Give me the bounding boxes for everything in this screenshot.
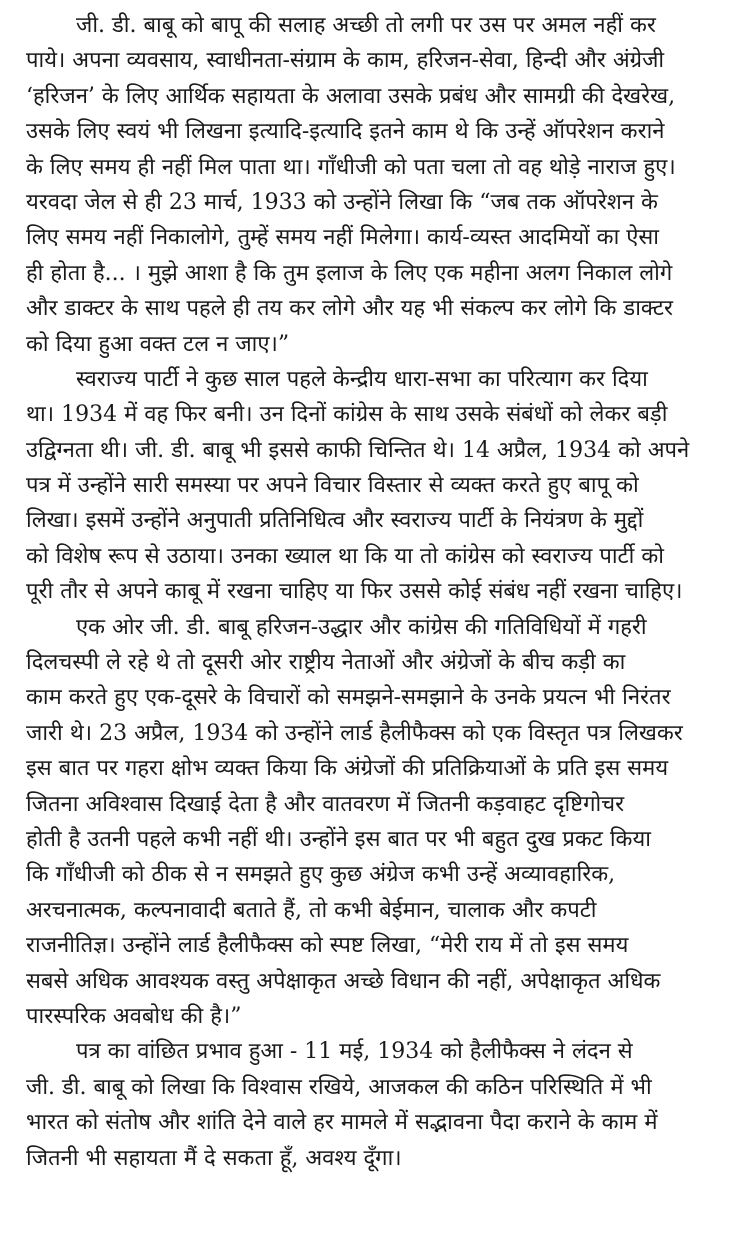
text-line: को विशेष रूप से उठाया। उनका ख्याल था कि या तो कांग्रेस को स्वराज्य पार्टी को: [26, 543, 664, 569]
text-line: जितनी भी सहायता मैं दे सकता हूँ, अवश्य दूँगा।: [26, 1145, 402, 1171]
text-line: कि गाँधीजी को ठीक से न समझते हुए कुछ अंग्रेज कभी उन्हें अव्यावहारिक,: [26, 862, 616, 888]
text-line: उद्विग्नता थी। जी. डी. बाबू भी इससे काफी चिन्तित थे। 14 अप्रैल, 1934 को अपने: [26, 437, 690, 463]
text-line: उसके लिए स्वयं भी लिखना इत्यादि-इत्यादि इतने काम थे कि उन्हें ऑपरेशन कराने: [26, 119, 665, 145]
text-line: के लिए समय ही नहीं मिल पाता था। गाँधीजी को पता चला तो वह थोड़े नाराज हुए।: [26, 154, 676, 180]
text-line: होती है उतनी पहले कभी नहीं थी। उन्होंने इस बात पर भी बहुत दुख प्रकट किया: [26, 826, 651, 852]
text-line: ‘हरिजन’ के लिए आर्थिक सहायता के अलावा उसके प्रबंध और सामग्री की देखरेख,: [26, 83, 676, 109]
text-line: ही होता है... । मुझे आशा है कि तुम इलाज के लिए एक महीना अलग निकाल लोगे: [26, 260, 673, 286]
text-line: काम करते हुए एक-दूसरे के विचारों को समझने-समझाने के उनके प्रयत्न भी निरंतर: [26, 685, 671, 711]
text-line: स्वराज्य पार्टी ने कुछ साल पहले केन्द्रीय धारा-सभा का परित्याग कर दिया: [76, 366, 648, 392]
text-line: सबसे अधिक आवश्यक वस्तु अपेक्षाकृत अच्छे विधान की नहीं, अपेक्षाकृत अधिक: [26, 968, 661, 994]
text-line: था। 1934 में वह फिर बनी। उन दिनों कांग्रेस के साथ उसके संबंधों को लेकर बड़ी: [26, 402, 668, 428]
text-line: यरवदा जेल से ही 23 मार्च, 1933 को उन्होंने लिखा कि “जब तक ऑपरेशन के: [26, 189, 658, 215]
paragraph-1: [26, 8, 734, 362]
text-line: जी. डी. बाबू को बापू की सलाह अच्छी तो लगी पर उस पर अमल नहीं कर: [76, 13, 656, 38]
paragraph-4: [26, 1034, 734, 1176]
text-line: अरचनात्मक, कल्पनावादी बताते हैं, तो कभी बेईमान, चालाक और कपटी: [26, 897, 597, 923]
text-line: भारत को संतोष और शांति देने वाले हर मामले में सद्भावना पैदा कराने के काम में: [26, 1110, 658, 1136]
text-line: जारी थे। 23 अप्रैल, 1934 को उन्होंने लार्ड हैलीफैक्स को एक विस्तृत पत्र लिखकर: [26, 720, 683, 746]
text-line: दिलचस्पी ले रहे थे तो दूसरी ओर राष्ट्रीय नेताओं और अंग्रेजों के बीच कड़ी का: [26, 650, 626, 676]
text-line: पाये। अपना व्यवसाय, स्वाधीनता-संग्राम के काम, हरिजन-सेवा, हिन्दी और अंग्रेजी: [26, 48, 665, 74]
text-line: जितना अविश्वास दिखाई देता है और वातवरण में जितनी कड़वाहट दृष्टिगोचर: [26, 791, 625, 817]
paragraph-3: [26, 610, 734, 1035]
text-line: पूरी तौर से अपने काबू में रखना चाहिए या फिर उससे कोई संबंध नहीं रखना चाहिए।: [26, 579, 683, 605]
text-line: और डाक्टर के साथ पहले ही तय कर लोगे और यह भी संकल्प कर लोगे कि डाक्टर: [26, 296, 673, 322]
text-line: पत्र का वांछित प्रभाव हुआ - 11 मई, 1934 को हैलीफैक्स ने लंदन से: [76, 1039, 633, 1065]
text-line: लिए समय नहीं निकालोगे, तुम्हें समय नहीं मिलेगा। कार्य-व्यस्त आदमियों का ऐसा: [26, 225, 659, 251]
text-line: पारस्परिक अवबोध की है।”: [26, 1003, 242, 1029]
text-line: लिखा। इसमें उन्होंने अनुपाती प्रतिनिधित्व और स्वराज्य पार्टी के नियंत्रण के मुद्दों: [26, 508, 644, 534]
text-line: जी. डी. बाबू को लिखा कि विश्वास रखिये, आजकल की कठिन परिस्थिति में भी: [26, 1074, 652, 1100]
text-line: एक ओर जी. डी. बाबू हरिजन-उद्धार और कांग्रेस की गतिविधियों में गहरी: [76, 614, 647, 640]
text-line: को दिया हुआ वक्त टल न जाए।”: [26, 331, 290, 357]
text-line: पत्र में उन्होंने सारी समस्या पर अपने विचार विस्तार से व्यक्त करते हुए बापू को: [26, 473, 639, 499]
text-line: राजनीतिज्ञ। उन्होंने लार्ड हैलीफैक्स को स्पष्ट लिखा, “मेरी राय में तो इस समय: [26, 933, 629, 959]
paragraph-2: [26, 362, 734, 610]
text-line: इस बात पर गहरा क्षोभ व्यक्त किया कि अंग्रेजों की प्रतिक्रियाओं के प्रति इस समय: [26, 756, 669, 782]
